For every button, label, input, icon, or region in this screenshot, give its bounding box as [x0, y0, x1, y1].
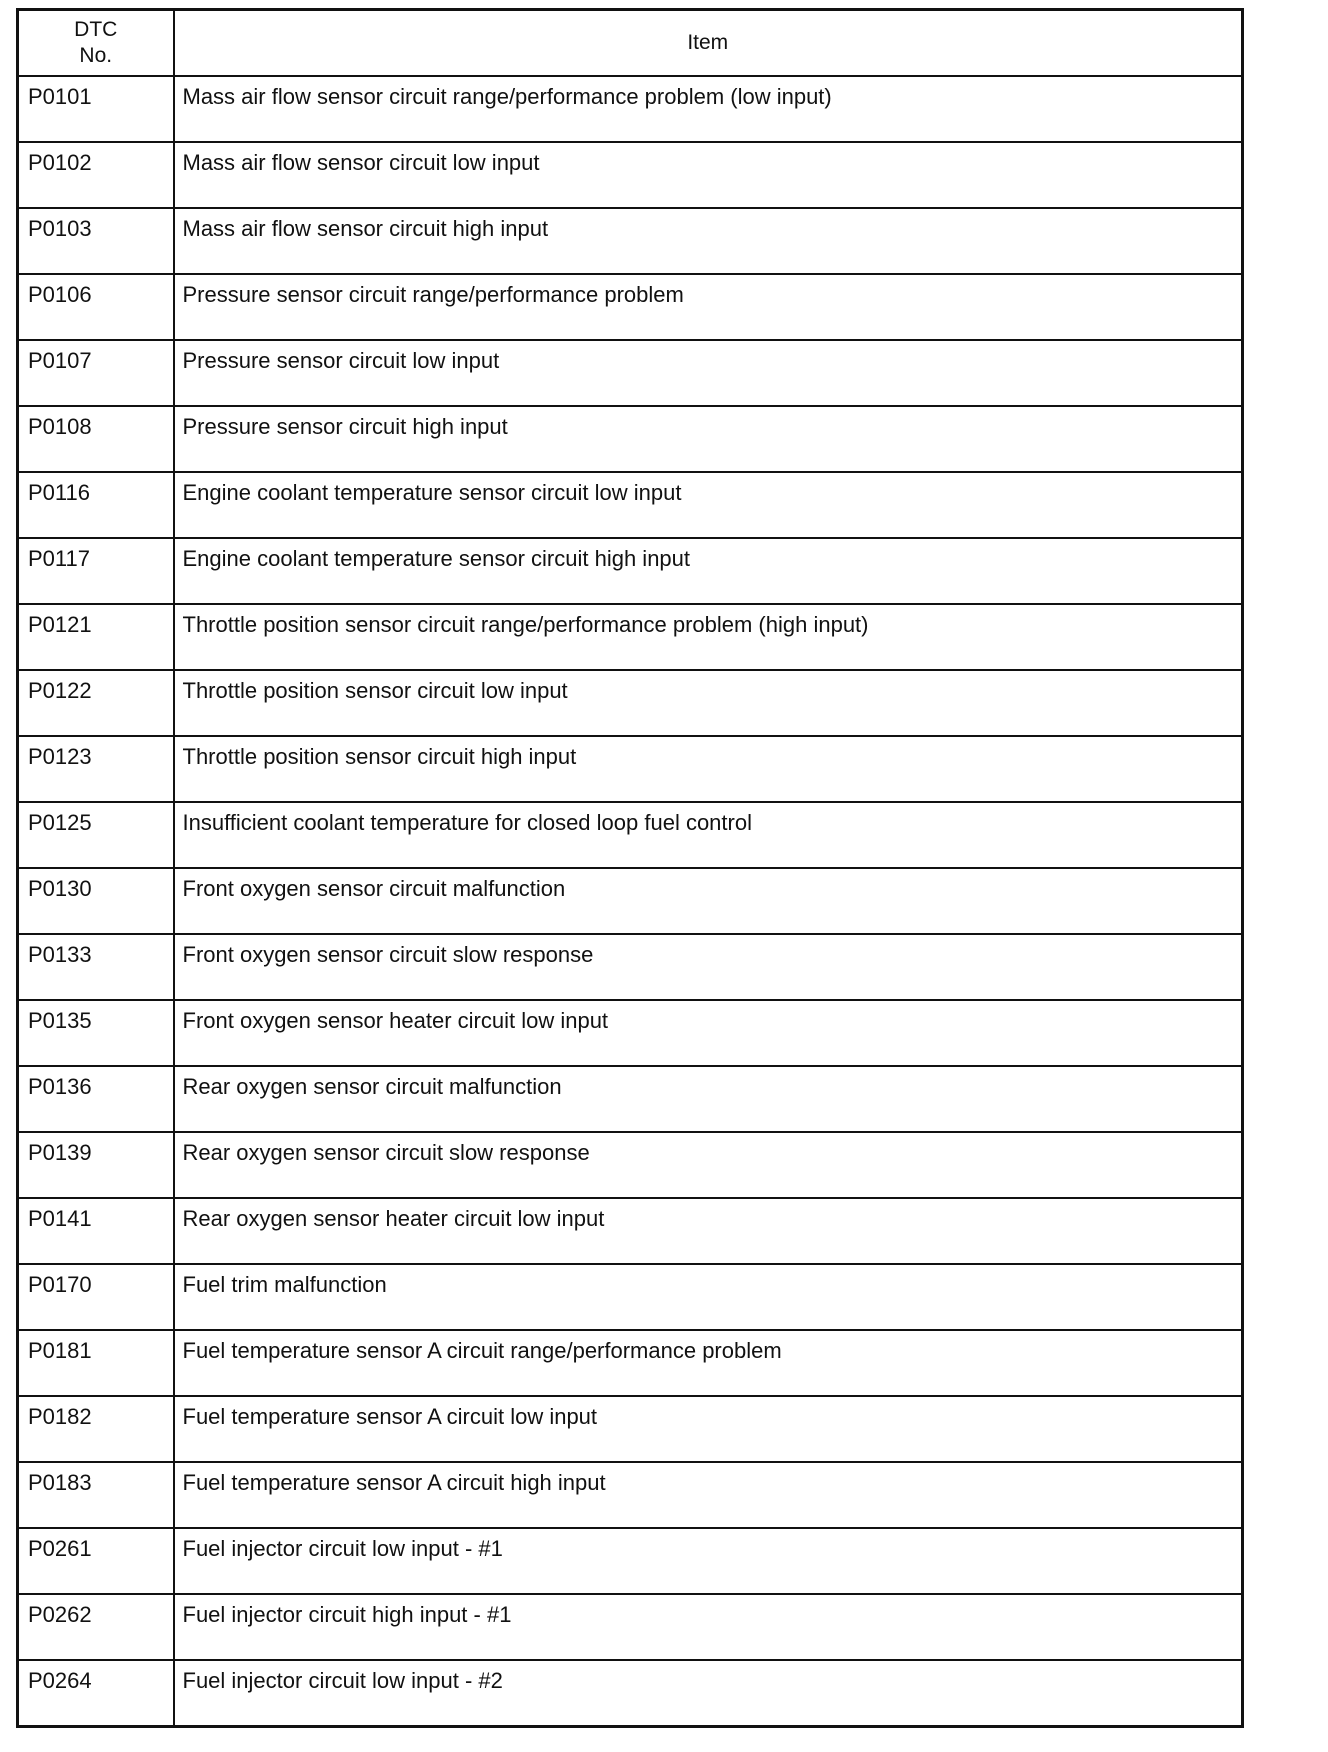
table-row	[18, 1396, 1243, 1462]
dtc-code-cell: P0264	[18, 1660, 174, 1727]
table-row	[18, 1066, 1243, 1132]
dtc-code-cell: P0106	[18, 274, 174, 340]
table-body	[18, 76, 1243, 1727]
header-dtc-line1: DTC	[74, 18, 118, 41]
dtc-item-cell: Mass air flow sensor circuit high input	[174, 208, 1243, 274]
dtc-item-cell: Engine coolant temperature sensor circuit high input	[174, 538, 1243, 604]
dtc-item-cell: Rear oxygen sensor heater circuit low input	[174, 1198, 1243, 1264]
table-row	[18, 538, 1243, 604]
table-row	[18, 934, 1243, 1000]
table-row	[18, 1000, 1243, 1066]
dtc-item-cell: Front oxygen sensor circuit malfunction	[174, 868, 1243, 934]
table-row	[18, 472, 1243, 538]
dtc-code-cell: P0101	[18, 76, 174, 142]
table-row	[18, 208, 1243, 274]
dtc-code-cell: P0116	[18, 472, 174, 538]
dtc-code-cell: P0123	[18, 736, 174, 802]
table-row	[18, 670, 1243, 736]
dtc-code-cell: P0139	[18, 1132, 174, 1198]
dtc-item-cell: Rear oxygen sensor circuit malfunction	[174, 1066, 1243, 1132]
dtc-item-cell: Fuel temperature sensor A circuit low input	[174, 1396, 1243, 1462]
table-row	[18, 1594, 1243, 1660]
dtc-code-cell: P0117	[18, 538, 174, 604]
dtc-item-cell: Engine coolant temperature sensor circuit low input	[174, 472, 1243, 538]
dtc-table	[16, 8, 1244, 1728]
table-row	[18, 274, 1243, 340]
table-row	[18, 1264, 1243, 1330]
dtc-code-cell: P0122	[18, 670, 174, 736]
dtc-code-cell: P0136	[18, 1066, 174, 1132]
table-row	[18, 802, 1243, 868]
table-row	[18, 1132, 1243, 1198]
dtc-item-cell: Fuel injector circuit low input - #1	[174, 1528, 1243, 1594]
dtc-item-cell: Mass air flow sensor circuit low input	[174, 142, 1243, 208]
dtc-item-cell: Pressure sensor circuit high input	[174, 406, 1243, 472]
header-item: Item	[174, 10, 1243, 77]
header-dtc-no	[18, 10, 174, 77]
header-dtc-line2: No.	[79, 44, 113, 67]
dtc-code-cell: P0181	[18, 1330, 174, 1396]
table-row	[18, 868, 1243, 934]
dtc-code-cell: P0141	[18, 1198, 174, 1264]
dtc-code-cell: P0182	[18, 1396, 174, 1462]
table-row	[18, 76, 1243, 142]
dtc-code-cell: P0261	[18, 1528, 174, 1594]
dtc-item-cell: Pressure sensor circuit range/performance problem	[174, 274, 1243, 340]
dtc-item-cell: Fuel injector circuit low input - #2	[174, 1660, 1243, 1727]
header-row	[18, 10, 1243, 77]
dtc-item-cell: Fuel temperature sensor A circuit high input	[174, 1462, 1243, 1528]
dtc-item-cell: Throttle position sensor circuit high input	[174, 736, 1243, 802]
dtc-code-cell: P0135	[18, 1000, 174, 1066]
dtc-item-cell: Pressure sensor circuit low input	[174, 340, 1243, 406]
table-row	[18, 1660, 1243, 1727]
dtc-code-cell: P0170	[18, 1264, 174, 1330]
dtc-code-cell: P0262	[18, 1594, 174, 1660]
table-row	[18, 736, 1243, 802]
dtc-item-cell: Front oxygen sensor circuit slow response	[174, 934, 1243, 1000]
dtc-code-cell: P0133	[18, 934, 174, 1000]
dtc-item-cell: Fuel temperature sensor A circuit range/performance problem	[174, 1330, 1243, 1396]
dtc-item-cell: Front oxygen sensor heater circuit low input	[174, 1000, 1243, 1066]
table-row	[18, 1528, 1243, 1594]
table-row	[18, 340, 1243, 406]
dtc-item-cell: Mass air flow sensor circuit range/performance problem (low input)	[174, 76, 1243, 142]
dtc-code-cell: P0107	[18, 340, 174, 406]
dtc-item-cell: Rear oxygen sensor circuit slow response	[174, 1132, 1243, 1198]
dtc-code-cell: P0121	[18, 604, 174, 670]
dtc-item-cell: Throttle position sensor circuit range/performance problem (high input)	[174, 604, 1243, 670]
dtc-code-cell: P0125	[18, 802, 174, 868]
table-header	[18, 10, 1243, 77]
table-row	[18, 604, 1243, 670]
dtc-code-cell: P0102	[18, 142, 174, 208]
dtc-item-cell: Fuel injector circuit high input - #1	[174, 1594, 1243, 1660]
dtc-item-cell: Throttle position sensor circuit low input	[174, 670, 1243, 736]
table-row	[18, 142, 1243, 208]
table-row	[18, 406, 1243, 472]
dtc-item-cell: Insufficient coolant temperature for closed loop fuel control	[174, 802, 1243, 868]
table-row	[18, 1330, 1243, 1396]
dtc-code-cell: P0103	[18, 208, 174, 274]
dtc-code-cell: P0183	[18, 1462, 174, 1528]
table-row	[18, 1198, 1243, 1264]
dtc-item-cell: Fuel trim malfunction	[174, 1264, 1243, 1330]
dtc-code-cell: P0108	[18, 406, 174, 472]
dtc-code-cell: P0130	[18, 868, 174, 934]
table-row	[18, 1462, 1243, 1528]
